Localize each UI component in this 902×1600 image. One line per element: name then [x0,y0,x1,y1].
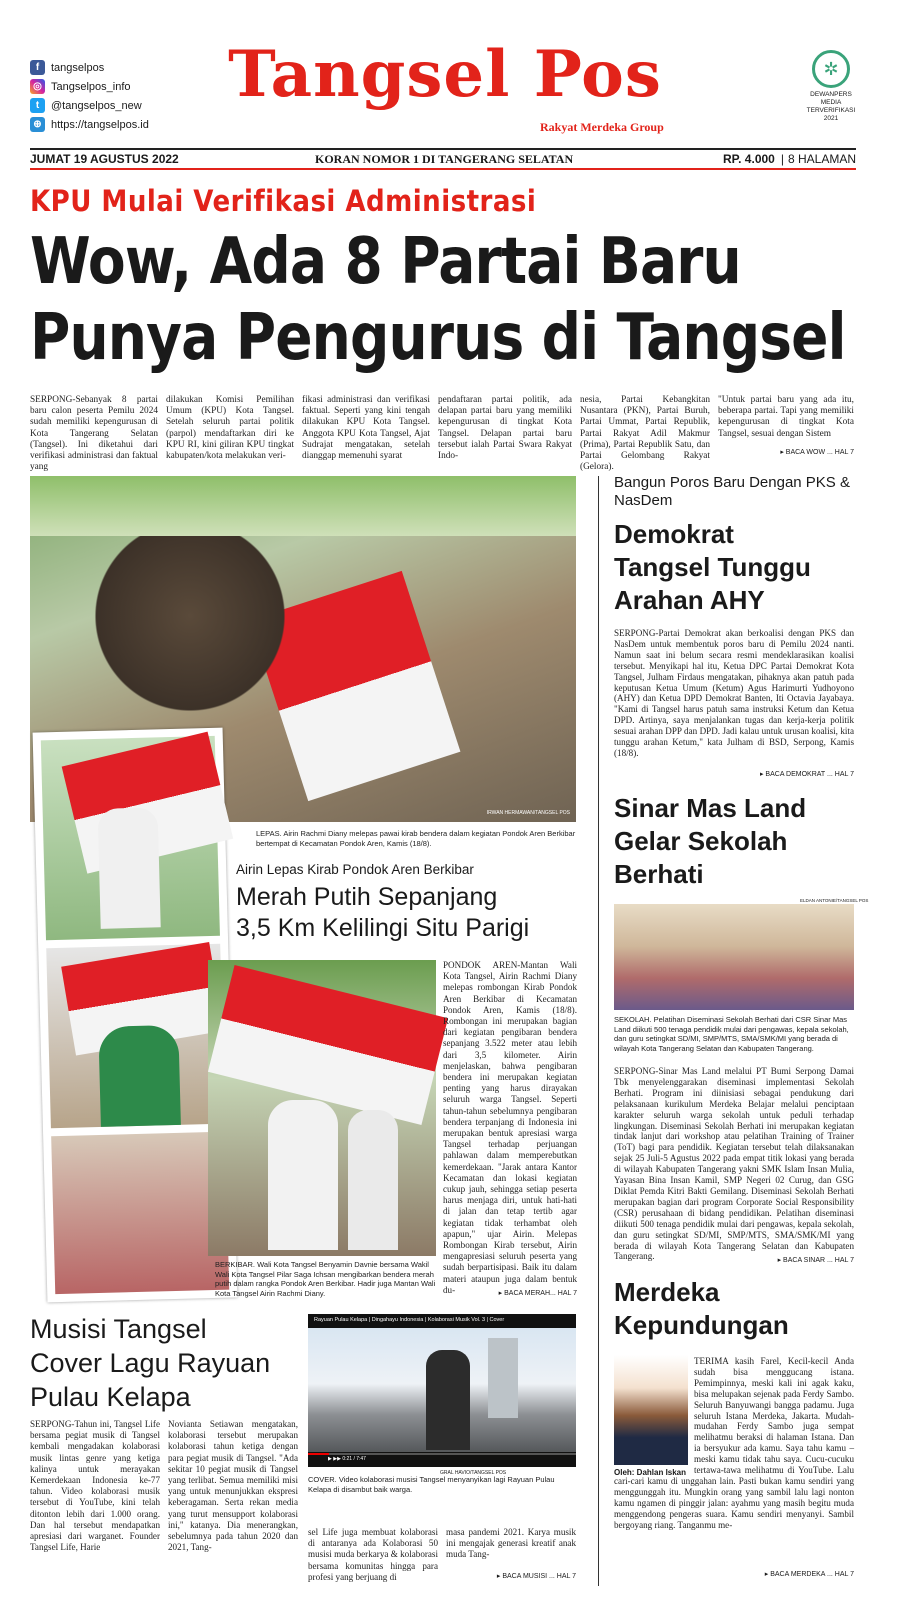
musisi-title: Musisi Tangsel Cover Lagu Rayuan Pulau Kelapa [30,1314,271,1412]
merdeka-continue[interactable]: ▸ BACA MERDEKA ... HAL 7 [764,1571,854,1578]
social-links [30,58,200,134]
lead-col-6: "Untuk partai baru yang ada itu, beberapa partai. Tapi yang memiliki kepengurusan di tingkat Kota Tangsel, sesuai dengan Sistem [718,395,854,439]
lead-col-2: dilakukan Komisi Pemilihan Umum (KPU) Kota Tangsel. Setelah seluruh partai politik (parpol) mendaftarkan diri ke KPU RI, kini giliran KPU tingkat kabupaten/kota melakukan veri- [166,395,294,462]
author-byline: Oleh: Dahlan Iskan [614,1468,687,1477]
instagram-icon: ◎ [30,79,45,94]
lead-col-3: fikasi administrasi dan verifikasi faktual. Seperti yang kini tengah dilakukan KPU Kota Tangsel. Anggota KPU Kota Tangsel, Ajat Sudrajat mengatakan, setelah dianggap memenuhi syarat [302,395,430,462]
musisi-col-1: SERPONG-Tahun ini, Tangsel Life bersama pegiat musik di Tangsel kembali mengadakan kolaborasi musik lintas genre yang ketiga kalinya untuk merayakan Kemerdekaan Indonesia ke-77 tahun. Video kolaborasi musik tersebut di YouTube, kini telah ditonton lebih dari 1.000 orang. Dan hal tersebut mendapatkan apresiasi dari warganet. Founder Tangsel Life, Harie [30,1419,160,1553]
photo-collage [33,728,238,1303]
musisi-col-4: masa pandemi 2021. Karya musik ini mengajak generasi kreatif anak muda Tang- [446,1527,576,1560]
merdeka-title: Merdeka Kepundungan [614,1277,789,1340]
sinarmas-body: SERPONG-Sinar Mas Land melalui PT Bumi Serpong Damai Tbk menyelenggarakan diseminasi implementasi Sekolah Berhati. Program ini diinisiasi sebagai pendukung dari pelaksanaan kurikulum Merdeka Belajar melalui penciptaan karakter seluruh warga sekolah untuk peduli terhadap lingkungan. Diseminasi Sekolah Berhati ini merupakan kegiatan tindak lanjut dari workshop atau pelatihan Training of Trainer (ToT) bagi para pendidik. Kegiatan tersebut telah dilaksanakan sejak 25 Juli-5 Agustus 2022 pada empat titik lokasi yang berada di wilayah Kabupaten Tangerang yakni SMK Islam Insan Mulia, Yayasan Bina Insan Kamil, SMP Negeri 02 Curug, dan GSG Diklat Pemda Kitri Bakti Gemilang. Diseminasi Sekolah Berhati merupakan bagian dari program Corporate Social Responsibility (CSR) perusahaan di bidang pendidikan. Pelatihan diseminasi diikuti 500 tenaga pendidik mulai dari pengawas, kepala sekolah, dan guru setingkat SD/MI, SMP/MTS, SMA/SMK/MI yang berada di wilayah Kota Tangerang Selatan dan Kabupaten Tangerang. [614,1066,854,1262]
facebook-link[interactable]: f tangselpos [30,58,200,77]
masthead-tagline: Rakyat Merdeka Group [540,120,664,134]
dewan-pers-logo-icon: ✲ [812,50,850,88]
demokrat-title: Demokrat Tangsel Tunggu Arahan AHY [614,519,811,615]
issue-date: JUMAT 19 AGUSTUS 2022 [30,152,179,166]
lead-continue[interactable]: ▸ BACA WOW ... HAL 7 [780,449,854,456]
facebook-icon: f [30,60,45,75]
merah-continue[interactable]: ▸ BACA MERAH... HAL 7 [498,1290,577,1297]
berkibar-photo [208,960,436,1256]
dateline-bar: JUMAT 19 AGUSTUS 2022 KORAN NOMOR 1 DI TANGERANG SELATAN RP. 4.000 | 8 HALAMAN [30,148,856,170]
instagram-link[interactable]: ◎ Tangselpos_info [30,77,200,96]
dewan-pers-badge: ✲ DEWANPERS MEDIA TERVERIFIKASI 2021 [796,50,866,123]
demokrat-continue[interactable]: ▸ BACA DEMOKRAT ... HAL 7 [759,771,854,778]
demokrat-body: SERPONG-Partai Demokrat akan berkoalisi dengan PKS dan NasDem untuk membentuk poros baru di Pemilu 2024 nanti. Namun saat ini belum secara resmi mendeklarasikan koalisi tersebut. Menyikapi hal itu, Ketua DPC Partai Demokrat Kota Tangsel, Julham Firdaus mengatakan, pihaknya akan patuh pada keputusan Ketua Umum (Ketum) Agus Harimurti Yudhoyono (AHY) dan Ketua DPD Demokrat Banten, Iti Octavia Jayabaya. "Kami di Tangsel harus patuh sama instruksi Ketum dan Ketua DPD. Artinya, saya menjalankan tugas dan kerja-kerja politik sesuai arahan DPP dan DPD. Jadi kalau untuk urusan koalisi, kita tunggu arahan Ketum," kata Julham di BSD, Serpong, Kamis (18/8). [614,628,854,758]
page-count: 8 HALAMAN [787,152,856,166]
price: RP. 4.000 [723,152,775,166]
merah-body: PONDOK AREN-Mantan Wali Kota Tangsel, Airin Rachmi Diany melepas rombongan Kirab Pondok Aren Berkibar di Kecamatan Pondok Aren, Kamis (18/8). Rombongan ini merupakan bagian dari kegiatan pengibaran bendera sepanjang 3.522 meter atau lebih dari 3,5 kilometer. Airin menjelaskan, bahwa pengibaran bendera ini merupakan kegiatan penting yang harus dirayakan seluruh warga Tangsel. Seperti tahun-tahun sebelumnya pengibaran bendera terpanjang di Indonesia ini merupakan bentuk apresiasi warga Tangsel terhadap perjuangan pahlawan dalam memperebutkan kemerdekaan. "Jarak antara Kantor Kecamatan dan lokasi kegiatan cukup jauh, sehingga setiap peserta harus menjaga diri, untuk hati-hati di jalan dan tetap tertib agar kegiatan tidak terhambat oleh apapun," ujar Airin. Melepas Rombongan Kirab tersebut, Airin mengapresiasi seluruh peserta yang sudah berpartisipasi. Baik itu dalam materi ataupun juga dalam bentuk du- [443,960,577,1295]
kirab-caption: LEPAS. Airin Rachmi Diany melepas pawai kirab bendera dalam kegiatan Pondok Aren Berkibar bertempat di Kecamatan Pondok Aren, Kamis (18/8). [256,829,576,848]
musisi-col-3: sel Life juga membuat kolaborasi di antaranya ada Kolaborasi 50 musisi muda berkarya & kolaborasi bersama komunitas hingga para profesi yang berjuang di [308,1527,438,1582]
video-frame [308,1328,576,1452]
sekolah-caption: SEKOLAH. Pelatihan Diseminasi Sekolah Berhati dari CSR Sinar Mas Land diikuti 500 tenaga pendidik mulai dari pengawas, kepala sekolah, dan guru setingkat SD/MI, SMP/MTS, SMA/SMK/MI yang berada di wilayah Kota Tangerang Selatan dan Kabupaten Tangerang. [614,1015,849,1053]
musisi-continue[interactable]: ▸ BACA MUSISI ... HAL 7 [496,1573,576,1580]
kirab-photo: IRWAN HERMAWAN/TANGSEL POS [30,476,576,822]
berkibar-caption: BERKIBAR. Wali Kota Tangsel Benyamin Davnie bersama Wakil Wali Kota Tangsel Pilar Saga Ichsan mengibarkan bendera merah putih dalam rangka Pondok Aren Berkibar. Hadir juga Mantan Wali Kota Tangsel Airin Rachmi Diany. [215,1260,436,1298]
merdeka-body: TERIMA kasih Farel, Kecil-kecil Anda sudah bisa menggucang istana. Pemimpinnya, meski kali ini agak kaku, bisa melupakan sejenak pada Ferdy Sambo. Seluruh Banyuwangi bangga padamu. Juga seluruh Istana Merdeka, Jakarta. Mudah-mudahan Ferdy Sambo juga sempat melihatmu beraksi di halaman Istana. Dan ia bersyukur ada kamu. Saya tahu kamu –meski kamu tidak tahu saya. Cucu-cucuku tertawa-tawa melihatmu di YouTube. Lalu cari-cari kamu di unggahan lain. Pasti bukan kamu sendiri yang menggunggah itu. Mungkin orang yang sambil lalu lagi nonton kamu ngamen di pinggir jalan: ayahmu yang masih begitu muda menggendong pengeras suara. Kamu sendiri menyanyi. Sambil bergoyang riang. Tanganmu me- [614,1356,854,1530]
merah-title: Merah Putih Sepanjang 3,5 Km Kelilingi Situ Parigi [236,883,530,942]
lead-col-5: nesia, Partai Kebangkitan Nusantara (PKN), Partai Buruh, Partai Ummat, Partai Republik, Partai Rakyat Adil Makmur (Prima), Partai Republik Satu, dan Partai Gelombang Rakyat (Gelora). [580,395,710,473]
lead-col-4: pendaftaran partai politik, ada delapan partai baru yang memiliki kepengurusan di tingkat Kota Tangsel. Delapan partai baru tersebut ialah Partai Swara Rakyat Indo- [438,395,572,462]
motto: KORAN NOMOR 1 DI TANGERANG SELATAN [315,151,574,166]
lead-headline: Wow, Ada 8 Partai Baru Punya Pengurus di Tangsel [30,225,846,375]
sinarmas-continue[interactable]: ▸ BACA SINAR ... HAL 7 [777,1257,854,1264]
demokrat-kicker: Bangun Poros Baru Dengan PKS & NasDem [614,474,850,509]
musisi-col-2: Novianta Setiawan mengatakan, kolaborasi tersebut merupakan kolaborasi tahun ketiga dengan para pegiat musik di Tangsel. "Ada sekitar 10 pegiat musik di Tangsel yang terlibat. Semua memiliki misi yang untuk menunjukkan ekspresi keberagaman. Serta rekan media yang turut mensupport kolaborasi ini," katanya. Dia menerangkan, sebelumnya pada tahun 2020 dan 2021, Tang- [168,1419,298,1553]
twitter-icon: t [30,98,45,113]
lead-col-1: SERPONG-Sebanyak 8 partai baru calon peserta Pemilu 2024 sudah memiliki kepengurusan di Kota Tangerang Selatan (Tangsel). Ini diketahui dari verifikasi administrasi dan faktual yang [30,395,158,473]
website-link[interactable]: ⊕ https://tangselpos.id [30,115,200,134]
twitter-link[interactable]: t @tangselpos_new [30,96,200,115]
masthead-title: Tangsel Pos [228,37,662,112]
merah-kicker: Airin Lepas Kirab Pondok Aren Berkibar [236,862,474,877]
play-icon[interactable]: ▶ ▶▶ 0:21 / 7:47 [328,1456,366,1462]
video-player[interactable]: Rayuan Pulau Kelapa | Dingahayu Indonesia | Kolaborasi Musik Vol. 3 | Cover ▶ ▶▶ 0:21 / 7:47 [308,1314,576,1467]
globe-icon: ⊕ [30,117,45,132]
sinarmas-title: Sinar Mas Land Gelar Sekolah Berhati [614,793,807,889]
lead-kicker: KPU Mulai Verifikasi Administrasi [30,184,537,218]
sekolah-photo [614,904,854,1010]
musisi-caption: COVER. Video kolaborasi musisi Tangsel menyanyikan lagi Rayuan Pulau Kelapa di disambut baik warga. [308,1475,555,1494]
column-divider [598,476,599,1586]
